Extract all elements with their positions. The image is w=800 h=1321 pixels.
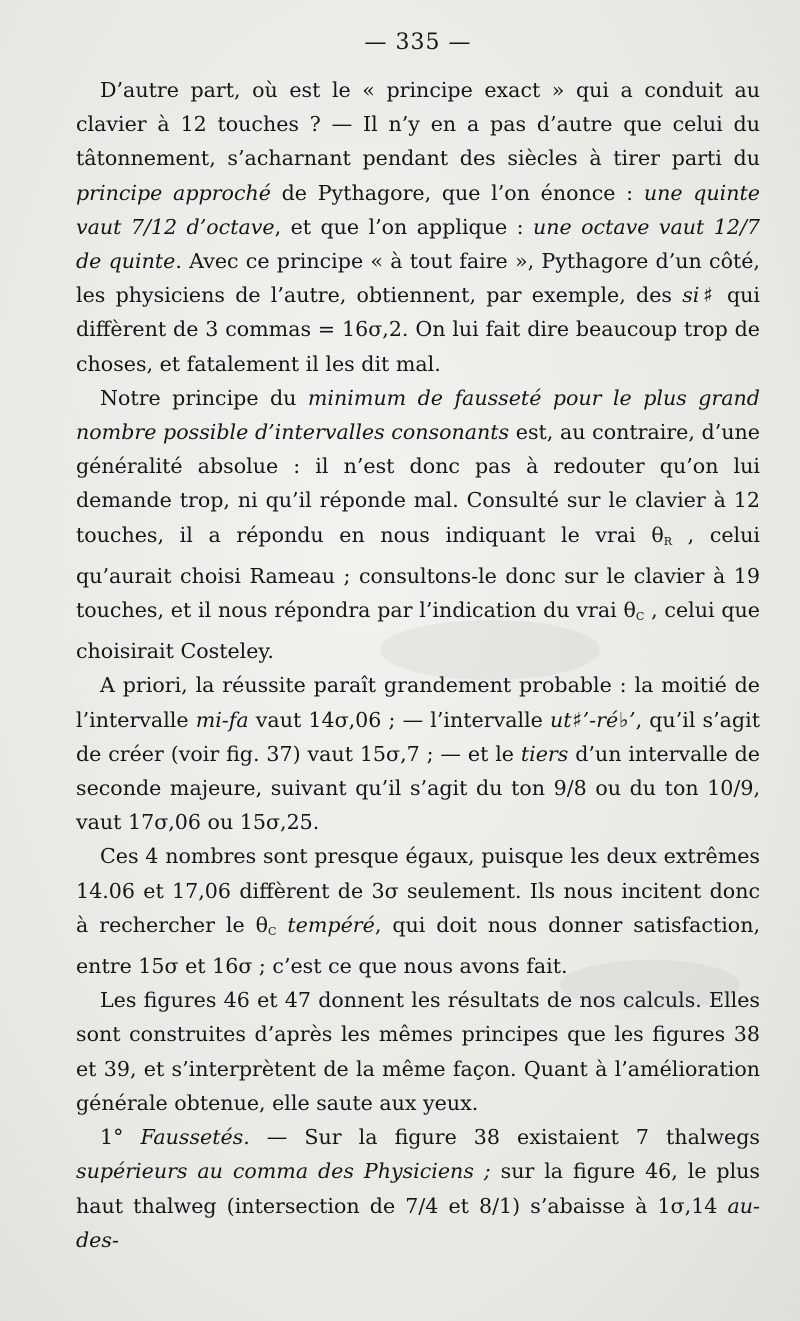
text-run: A priori, la réussite paraît grandement probable : la moitié de l’intervalle	[76, 673, 760, 732]
text-run: est, au contraire, d’une généralité absolue : il n’est donc pas à redouter qu’on lui demande trop, ni qu’il réponde mal. Consulté sur le clavier à 12 touches, il a répondu en nous indiquant le vrai θ	[76, 420, 760, 547]
italic-text: une quinte vaut 7/12 d’octave	[76, 180, 760, 239]
text-run: . Avec ce principe « à tout faire », Pythagore d’un côté, les physiciens de l’autre, obtiennent, par exemple, des	[76, 249, 760, 308]
text-run: de Pythagore, que l’on énonce :	[270, 180, 644, 205]
paper-smudge	[380, 620, 600, 680]
page-number: — 335 —	[364, 30, 472, 55]
subscript: C	[635, 610, 645, 624]
italic-text: si♯	[682, 283, 717, 308]
text-run: D’autre part, où est le « principe exact » qui a conduit au clavier à 12 touches ? — Il n’y en a pas d’autre que celui du tâtonnement, s’acharnant pendant des siècles à tirer parti du	[76, 78, 760, 171]
text-run: , qu’il s’agit de créer (voir fig. 37) vaut 15σ,7 ; — et le	[76, 707, 760, 766]
italic-text: une octave vaut 12/7 de quinte	[76, 214, 761, 274]
italic-text: mi-fa	[195, 707, 249, 732]
text-run: 1°	[100, 1125, 141, 1150]
text-run: , qui doit nous donner satisfaction, entre 15σ et 16σ ; c’est ce que nous avons fait.	[76, 912, 761, 979]
text-run: — Sur la figure 38 existaient 7 thalwegs	[249, 1125, 760, 1150]
subscript: C	[268, 924, 277, 938]
italic-text: Faussetés.	[140, 1125, 250, 1150]
text-run: vaut 14σ,06 ; — l’intervalle	[248, 707, 550, 732]
text-run: , celui qu’aurait choisi Rameau ; consultons-le donc sur le clavier à 19 touches, et il nous répondra par l’indication du vrai θ	[76, 522, 760, 623]
text-run: , celui que choisirait Costeley.	[76, 598, 760, 664]
text-run: , et que l’on applique :	[274, 214, 533, 239]
italic-text: minimum de fausseté pour le plus grand nombre possible d’intervalles consonants	[76, 385, 760, 445]
text-run: Ces 4 nombres sont presque égaux, puisque les deux extrêmes 14.06 et 17,06 diffèrent de 3σ seulement. Ils nous incitent donc à rechercher le θ	[76, 844, 760, 937]
italic-text: supérieurs au comma des Physiciens ;	[76, 1159, 491, 1184]
paper-smudge	[560, 960, 740, 1010]
italic-text: ut♯’-ré♭’	[549, 707, 636, 732]
paragraph	[76, 381, 760, 669]
text-run: Notre principe du	[100, 385, 308, 410]
italic-text: principe approché	[76, 180, 271, 205]
text-run: qui diffèrent de 3 commas = 16σ,2. On lui fait dire beaucoup trop de choses, et fatalement il les dit mal.	[76, 283, 760, 376]
text-run: d’un intervalle de seconde majeure, suivant qu’il s’agit du ton 9/8 ou du ton 10/9, vaut 17σ,06 ou 15σ,25.	[76, 741, 760, 835]
italic-text: tempéré	[287, 912, 375, 937]
paragraph	[76, 73, 760, 381]
text-run: sur la figure 46, le plus haut thalweg (intersection de 7/4 et 8/1) s’abaisse à 1σ,14	[76, 1159, 761, 1218]
subscript: R	[663, 534, 673, 548]
text-run: Les figures 46 et 47 donnent les résultats de nos calculs. Elles sont construites d’après les mêmes principes que les figures 38 et 39, et s’interprètent de la même façon. Quant à l’amélioration générale obtenue, elle saute aux yeux.	[76, 988, 760, 1115]
text-run	[276, 913, 287, 937]
paragraph	[76, 1120, 760, 1257]
italic-text: tiers	[520, 741, 569, 766]
italic-text: au-des-	[76, 1193, 760, 1252]
paragraph	[76, 668, 760, 839]
